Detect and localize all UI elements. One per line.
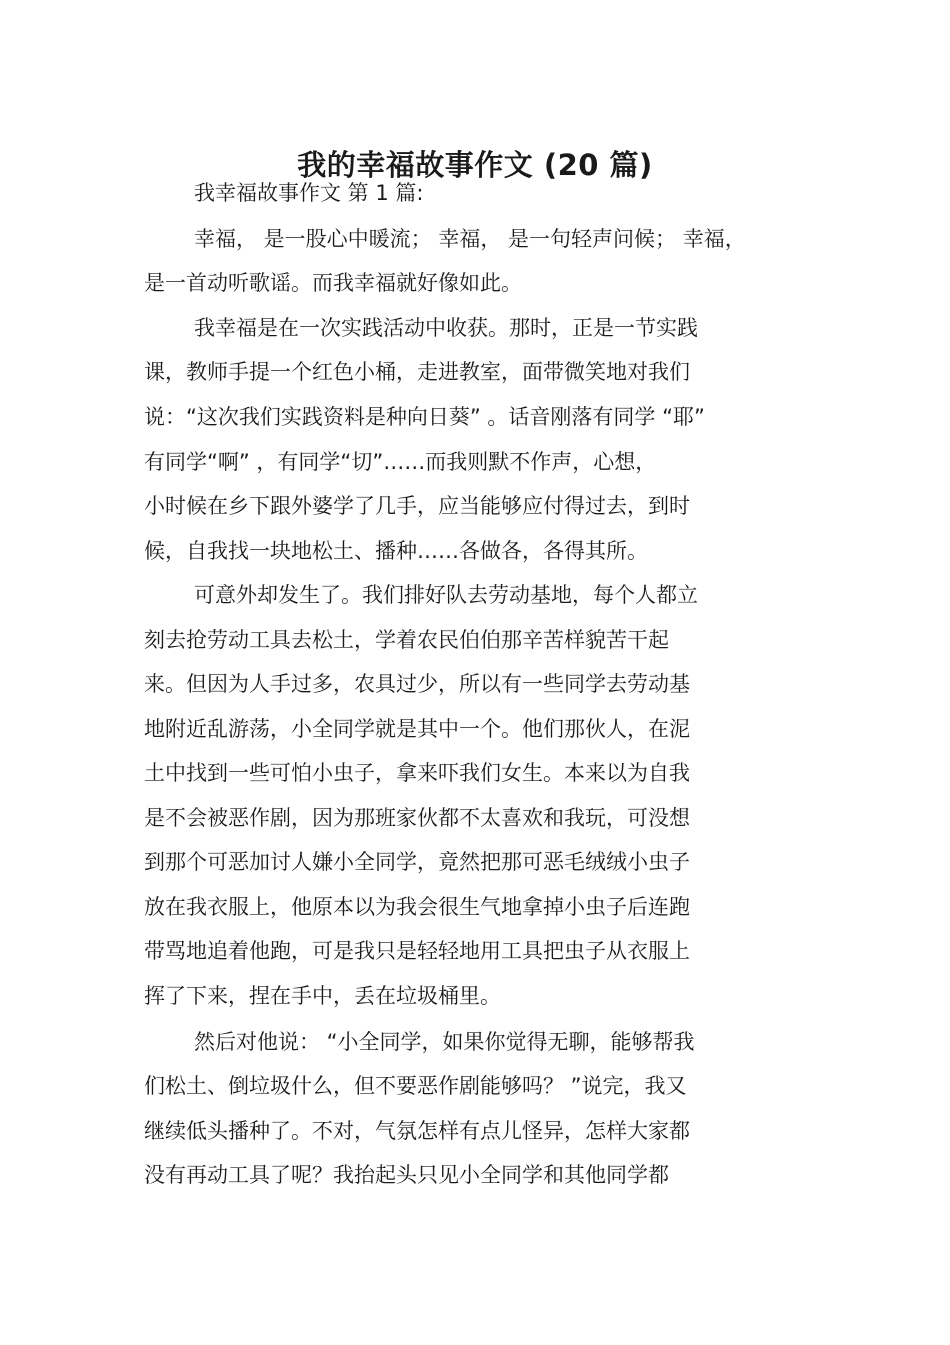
text-line: 是一首动听歌谣。而我幸福就好像如此。 <box>144 271 522 295</box>
text-line: 放在我衣服上，他原本以为我会很生气地拿掉小虫子后连跑 <box>144 895 690 919</box>
text-line: 土中找到一些可怕小虫子，拿来吓我们女生。本来以为自我 <box>144 761 690 785</box>
text-line: 可意外却发生了。我们排好队去劳动基地，每个人都立 <box>194 583 698 607</box>
text-line: 说：“这次我们实践资料是种向日葵” 。话音刚落有同学 “耶” <box>144 405 705 429</box>
text-line: 继续低头播种了。不对，气氛怎样有点儿怪异，怎样大家都 <box>144 1119 690 1143</box>
text-line: 幸福， 是一股心中暖流； 幸福， 是一句轻声问候； 幸福， <box>194 227 746 251</box>
text-line: 们松土、倒垃圾什么，但不要恶作剧能够吗？ ”说完，我又 <box>144 1074 687 1098</box>
text-line: 刻去抢劳动工具去松土，学着农民伯伯那辛苦样貌苦干起 <box>144 628 669 652</box>
text-line: 挥了下来，捏在手中，丢在垃圾桶里。 <box>144 984 501 1008</box>
text-line: 我幸福是在一次实践活动中收获。那时，正是一节实践 <box>194 316 698 340</box>
text-line: 小时候在乡下跟外婆学了几手，应当能够应付得过去，到时 <box>144 494 690 518</box>
text-line: 地附近乱游荡，小全同学就是其中一个。他们那伙人，在泥 <box>144 717 690 741</box>
text-line: 候，自我找一块地松土、播种……各做各，各得其所。 <box>144 539 648 563</box>
text-line: 到那个可恶加讨人嫌小全同学，竟然把那可恶毛绒绒小虫子 <box>144 850 690 874</box>
text-line: 带骂地追着他跑，可是我只是轻轻地用工具把虫子从衣服上 <box>144 939 690 963</box>
text-line: 然后对他说： “小全同学，如果你觉得无聊，能够帮我 <box>194 1030 695 1054</box>
section-heading: 我幸福故事作文 第 1 篇: <box>194 181 424 205</box>
text-line: 有同学“啊” ，有同学“切”……而我则默不作声，心想， <box>144 450 657 474</box>
text-line: 是不会被恶作剧，因为那班家伙都不太喜欢和我玩，可没想 <box>144 806 690 830</box>
text-line: 来。但因为人手过多，农具过少，所以有一些同学去劳动基 <box>144 672 690 696</box>
text-line: 没有再动工具了呢？我抬起头只见小全同学和其他同学都 <box>144 1163 669 1187</box>
document-title: 我的幸福故事作文 (20 篇) <box>297 148 653 183</box>
text-line: 课，教师手提一个红色小桶，走进教室，面带微笑地对我们 <box>144 360 690 384</box>
